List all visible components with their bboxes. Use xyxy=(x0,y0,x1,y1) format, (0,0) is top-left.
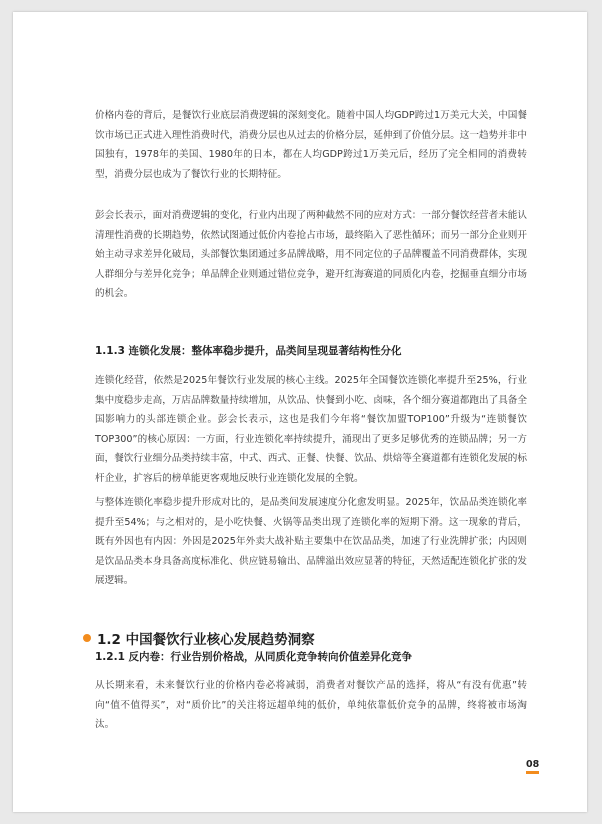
orange-bullet-icon xyxy=(83,634,91,642)
section-heading-1-2-text: 1.2 中国餐饮行业核心发展趋势洞察 xyxy=(97,632,315,648)
section-heading-1-2 xyxy=(83,628,523,648)
section-heading-1-2-1: 1.2.1 反内卷：行业告别价格战，从同质化竞争转向价值差异化竞争 xyxy=(95,651,413,663)
paragraph-industry-response: 彭会长表示，面对消费逻辑的变化，行业内出现了两种截然不同的应对方式：一部分餐饮经营者未能认清理性消费的长期趋势，依然试图通过低价内卷抢占市场，最终陷入了恶性循环；而另一部分企业则开始主动寻求差异化破局，头部餐饮集团通过多品牌战略，用不同定位的子品牌覆盖不同消费群体，实现人群细分与差异化竞争；单品牌企业则通过错位竞争，避开红海赛道的同质化内卷，挖掘垂直细分市场的机会。 xyxy=(95,210,527,300)
paragraph-category-divergence: 与整体连锁化率稳步提升形成对比的，是品类间发展速度分化愈发明显。2025年，饮品品类连锁化率提升至54%；与之相对的，是小吃快餐、火锅等品类出现了连锁化率的短期下滑。这一现象的背后，既有外因也有内因：外因是2025年外卖大战补贴主要集中在饮品品类，加速了行业洗牌扩张；内因则是饮品品类本身具备高度标准化、供应链易输出、品牌溢出效应显著的特征，天然适配连锁化扩张的发展逻辑。 xyxy=(95,497,527,587)
page-number-underline xyxy=(526,771,539,774)
paragraph-anti-involution: 从长期来看，未来餐饮行业的价格内卷必将减弱，消费者对餐饮产品的选择，将从“有没有优惠”转向“值不值得买”，对“质价比”的关注将远超单纯的低价，单纯依靠低价竞争的品牌，终将被市场淘汰。 xyxy=(95,680,527,731)
paragraph-chain-development: 连锁化经营，依然是2025年餐饮行业发展的核心主线。2025年全国餐饮连锁化率提升至25%，行业集中度稳步走高，万店品牌数量持续增加，从饮品、快餐到小吃、卤味，各个细分赛道都跑出了具备全国影响力的头部连锁企业。彭会长表示，这也是我们今年将“餐饮加盟TOP100”升级为“连锁餐饮TOP300”的核心原因：一方面，行业连锁化率持续提升，涌现出了更多足够优秀的连锁品牌；另一方面，餐饮行业细分品类持续丰富，中式、西式、正餐、快餐、饮品、烘焙等全赛道都有连锁化发展的标杆企业，扩容后的榜单能更客观地反映行业连锁化发展的全貌。 xyxy=(95,375,527,484)
section-heading-1-1-3: 1.1.3 连锁化发展：整体率稳步提升，品类间呈现显著结构性分化 xyxy=(95,345,402,357)
page-number: 08 xyxy=(526,759,540,770)
document-page xyxy=(13,12,587,812)
paragraph-price-involution: 价格内卷的背后，是餐饮行业底层消费逻辑的深刻变化。随着中国人均GDP跨过1万美元大关，中国餐饮市场已正式进入理性消费时代，消费分层也从过去的价格分层，延伸到了价值分层。这一趋势并非中国独有，1978年的美国、1980年的日本，都在人均GDP跨过1万美元后，经历了完全相同的消费转型，消费分层也成为了餐饮行业的长期特征。 xyxy=(95,110,527,180)
